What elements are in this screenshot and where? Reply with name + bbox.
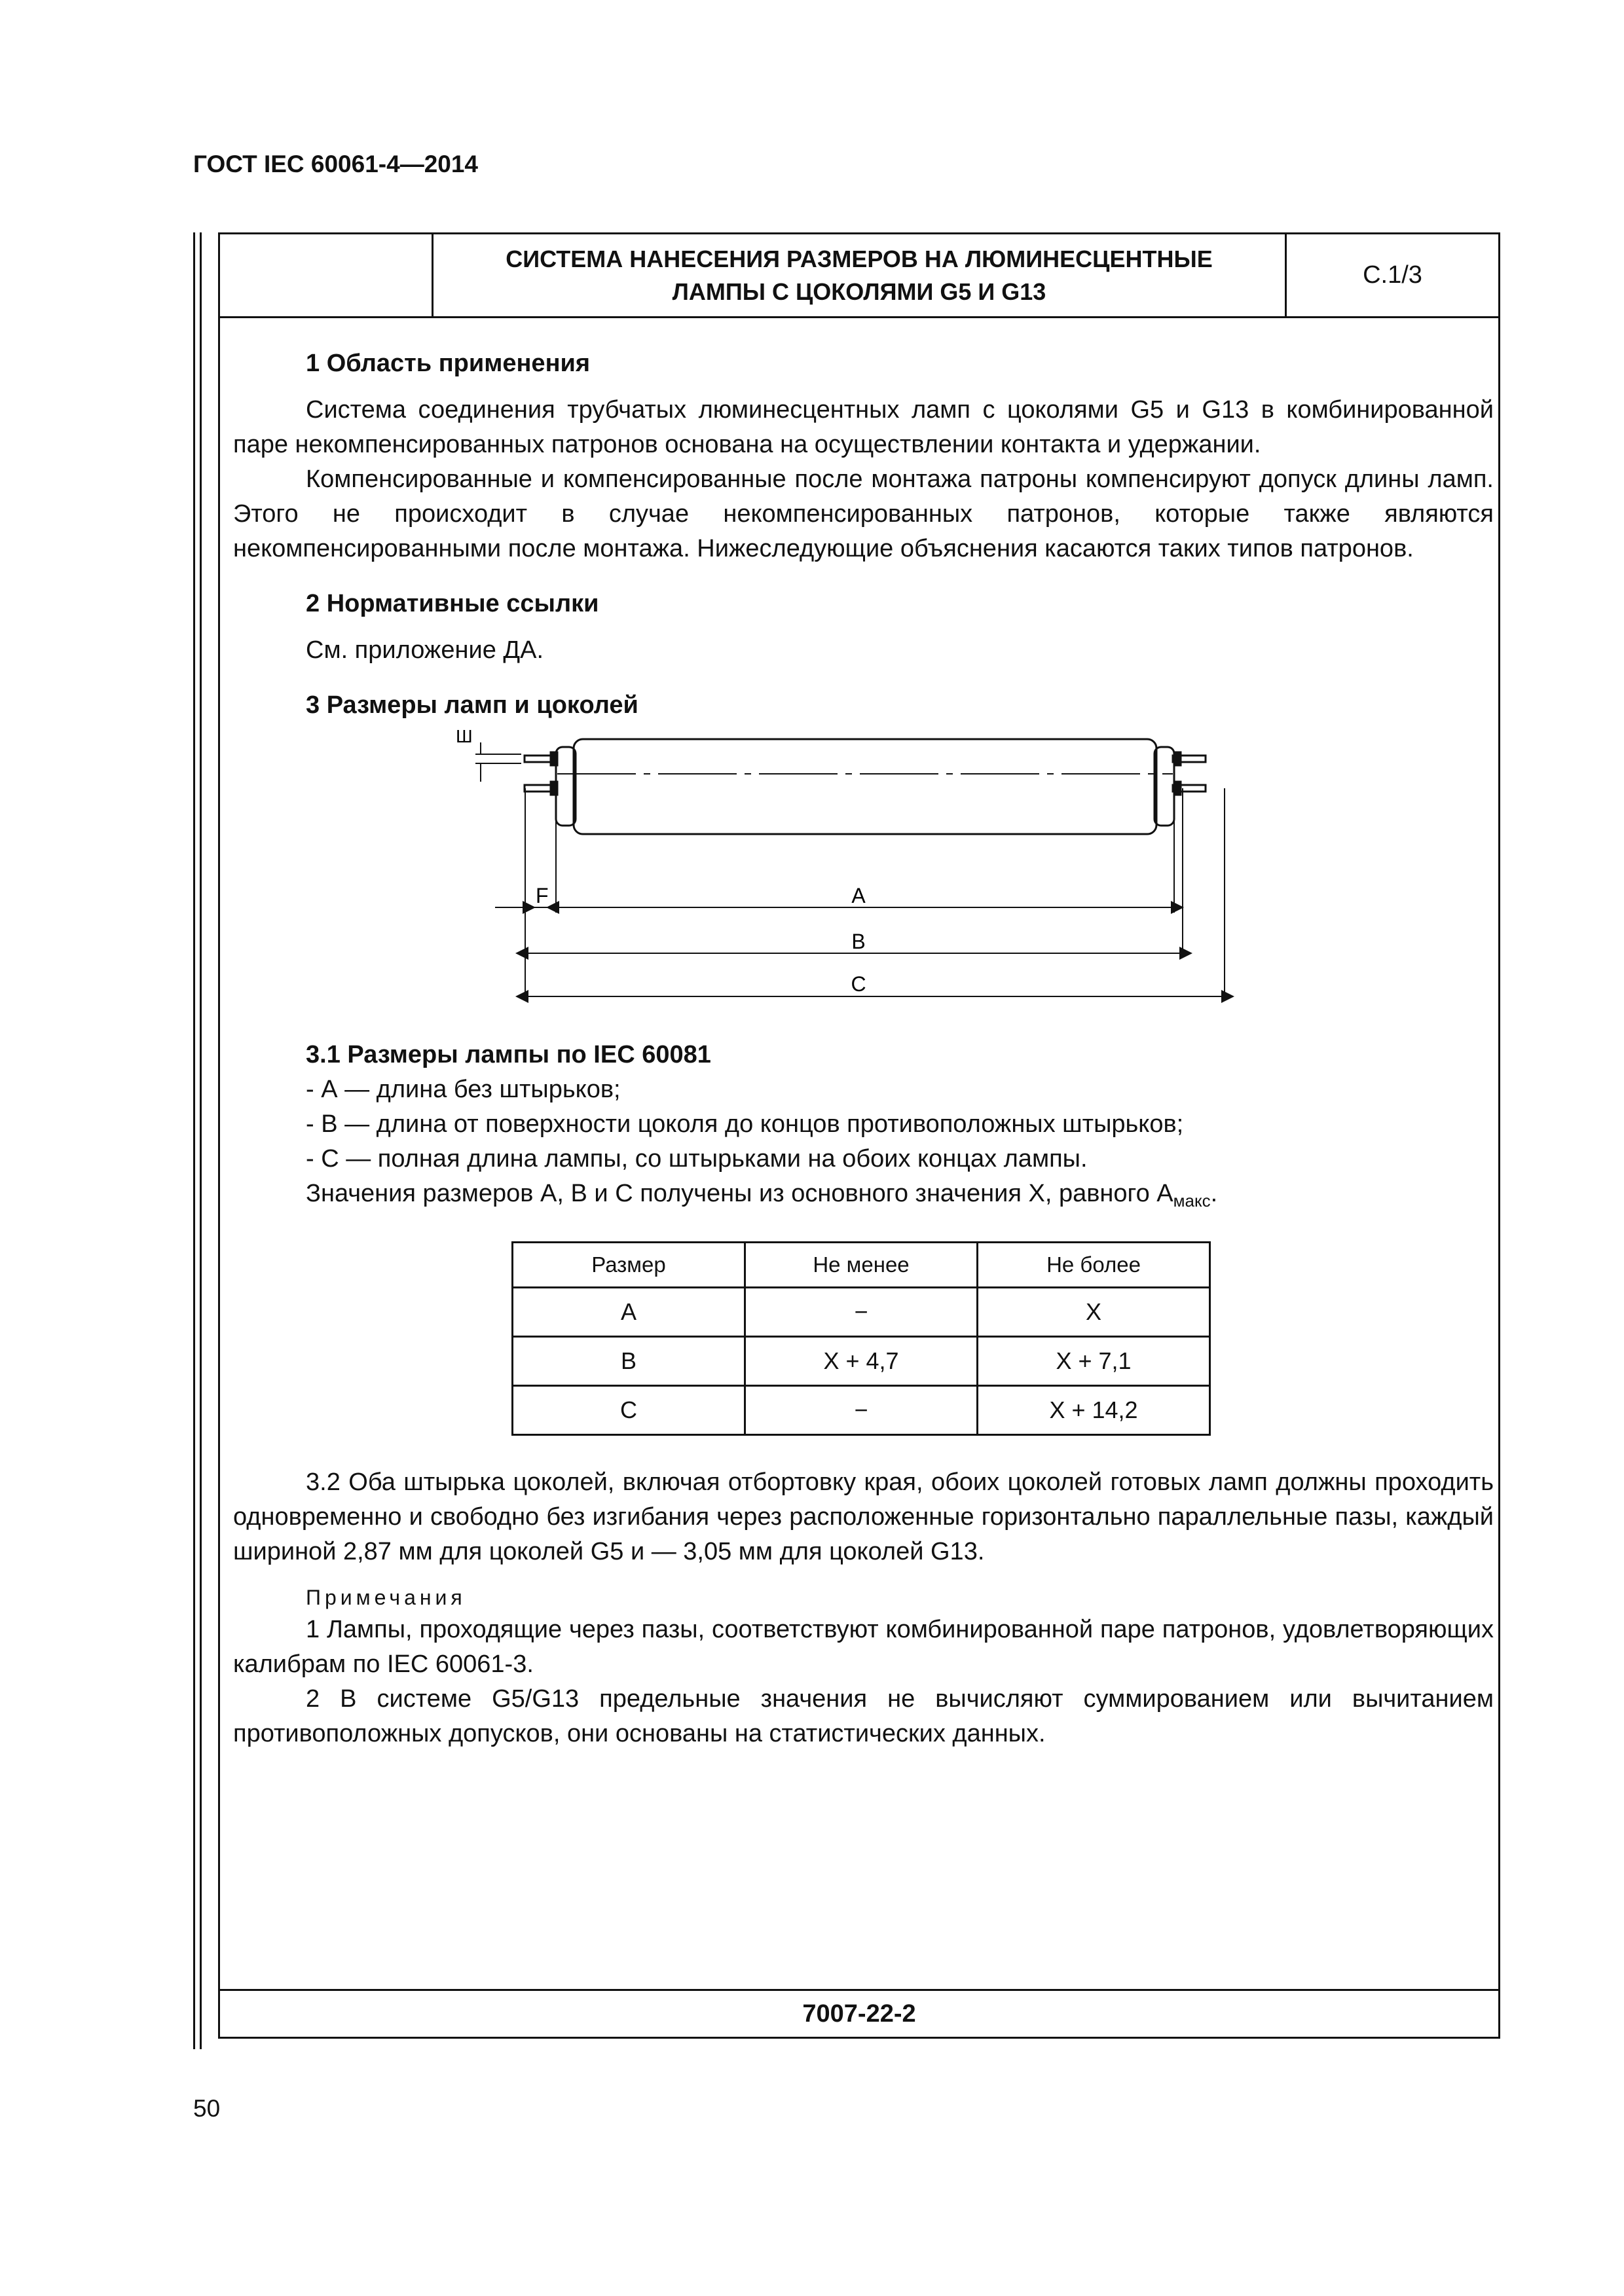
table-cell: − bbox=[745, 1288, 978, 1337]
table-cell: − bbox=[745, 1386, 978, 1435]
section-1-heading: 1 Область применения bbox=[306, 350, 591, 377]
label-c: С bbox=[851, 972, 866, 996]
sheet-code: С.1/3 bbox=[1363, 261, 1422, 289]
label-w: Ш bbox=[456, 726, 473, 746]
note-2: 2 В системе G5/G13 предельные значения не вычисляют суммированием или вычитанием противоположных допусков, они основаны на статистических данных. bbox=[233, 1685, 1494, 1747]
title-cell-empty bbox=[220, 234, 434, 316]
values-text: Значения размеров А, В и С получены из основного значения Х, равного А bbox=[306, 1180, 1173, 1207]
table-row bbox=[513, 1386, 1210, 1435]
values-subscript: макс bbox=[1173, 1191, 1211, 1211]
sheet-title-line2: ЛАМПЫ С ЦОКОЛЯМИ G5 И G13 bbox=[672, 278, 1046, 305]
dimension-a-item: - А — длина без штырьков; bbox=[306, 1076, 621, 1103]
table-cell: Х + 4,7 bbox=[745, 1337, 978, 1386]
table-cell: В bbox=[513, 1337, 745, 1386]
section-3-heading: 3 Размеры ламп и цоколей bbox=[306, 691, 638, 719]
notes-title: Примечания bbox=[306, 1586, 466, 1609]
label-f: F bbox=[536, 884, 549, 907]
table-row bbox=[513, 1288, 1210, 1337]
sheet-content bbox=[233, 316, 1494, 1751]
label-b: В bbox=[851, 930, 866, 953]
binding-line bbox=[200, 232, 202, 2049]
section-3-1-heading: 3.1 Размеры лампы по IEC 60081 bbox=[306, 1041, 711, 1068]
table-row bbox=[513, 1337, 1210, 1386]
page-number: 50 bbox=[193, 2095, 221, 2122]
values-statement bbox=[233, 1176, 1494, 1218]
section-2-paragraph: См. приложение ДА. bbox=[306, 636, 544, 664]
dimension-table bbox=[511, 1241, 1211, 1436]
sheet-footer-code: 7007-22-2 bbox=[220, 1989, 1498, 2037]
sheet-frame bbox=[218, 232, 1500, 2039]
table-cell: Х + 7,1 bbox=[978, 1337, 1210, 1386]
section-1-paragraph-1: Система соединения трубчатых люминесцентных ламп с цоколями G5 и G13 в комбинированной паре некомпенсированных патронов основана на осуществлении контакта и удержании. bbox=[233, 396, 1494, 458]
section-3-2-paragraph: 3.2 Оба штырька цоколей, включая отбортовку края, обоих цоколей готовых ламп должны проходить одновременно и свободно без изгибания через расположенные горизонтально параллельные пазы, каждый шириной 2,87 мм для цоколей G5 и — 3,05 мм для цоколей G13. bbox=[233, 1468, 1494, 1565]
section-2-heading: 2 Нормативные ссылки bbox=[306, 590, 599, 617]
lamp-dimension-diagram bbox=[233, 723, 1494, 1024]
table-cell: А bbox=[513, 1288, 745, 1337]
binding-line bbox=[193, 232, 195, 2049]
document-code: ГОСТ IEC 60061-4—2014 bbox=[193, 151, 479, 177]
table-cell: Х bbox=[978, 1288, 1210, 1337]
lamp-drawing bbox=[233, 723, 1494, 1024]
lamp-tube bbox=[574, 739, 1156, 834]
dimension-c-item: - С — полная длина лампы, со штырьками на обоих концах лампы. bbox=[306, 1145, 1088, 1173]
dimension-table-wrap bbox=[511, 1241, 1494, 1436]
sheet-title bbox=[434, 234, 1287, 316]
section-1-paragraph-2: Компенсированные и компенсированные после монтажа патроны компенсируют допуск длины ламп. Этого не происходит в случае некомпенсированных патронов, которые также являются некомпенсированными после монтажа. Нижеследующие объяснения касаются таких типов патронов. bbox=[233, 465, 1494, 562]
sheet-title-line1: СИСТЕМА НАНЕСЕНИЯ РАЗМЕРОВ НА ЛЮМИНЕСЦЕНТНЫЕ bbox=[506, 245, 1213, 272]
dimension-b-item: - В — длина от поверхности цоколя до концов противоположных штырьков; bbox=[306, 1110, 1184, 1138]
table-header: Не более bbox=[978, 1243, 1210, 1288]
note-1: 1 Лампы, проходящие через пазы, соответствуют комбинированной паре патронов, удовлетворяющих калибрам по IEC 60061-3. bbox=[233, 1616, 1494, 1678]
label-a: А bbox=[851, 884, 866, 907]
values-end: . bbox=[1210, 1180, 1218, 1207]
table-cell: С bbox=[513, 1386, 745, 1435]
table-header-row bbox=[513, 1243, 1210, 1288]
table-header: Не менее bbox=[745, 1243, 978, 1288]
table-cell: Х + 14,2 bbox=[978, 1386, 1210, 1435]
title-row bbox=[220, 234, 1498, 318]
table-header: Размер bbox=[513, 1243, 745, 1288]
